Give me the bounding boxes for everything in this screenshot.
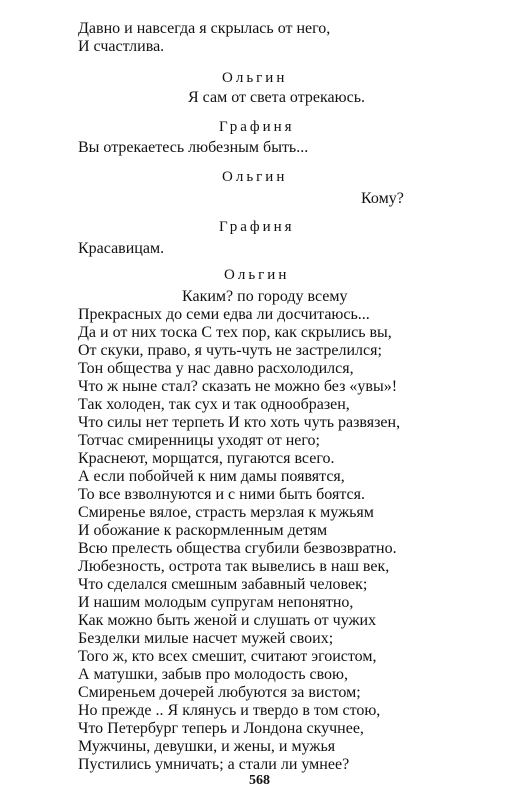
verse-line: И обожание к раскормленным детям (78, 522, 328, 539)
verse-line: И счастлива. (78, 38, 165, 55)
verse-line: Как можно быть женой и слушать от чужих (78, 612, 377, 629)
verse-line: И нашим молодым супругам непонятно, (78, 594, 354, 611)
speaker-name: Графиня (219, 119, 295, 135)
verse-line: Что Петербург теперь и Лондона скучнее, (78, 720, 364, 737)
verse-line: Того ж, кто всех смешит, считают эгоистом, (78, 648, 377, 665)
verse-line: Давно и навсегда я скрылась от него, (78, 20, 331, 37)
verse-line: Что сделался смешным забавный человек; (78, 576, 368, 593)
verse-line: Смиренье вялое, страсть мерзлая к мужьям (78, 504, 374, 521)
verse-line: Что ж ныне стал? сказать не можно без «увы»! (78, 378, 398, 395)
verse-line: Что силы нет терпеть И кто хоть чуть развязен, (78, 414, 401, 431)
speaker-name: Ольгин (222, 169, 288, 185)
verse-line: Вы отрекаетесь любезным быть... (78, 139, 309, 156)
verse-line: Смиреньем дочерей любуются за вистом; (78, 684, 361, 701)
verse-line: То все взволнуются и с ними быть боятся. (78, 486, 365, 503)
page-number: 568 (249, 773, 270, 788)
verse-line: Да и от них тоска С тех пор, как скрылись вы, (78, 324, 392, 341)
verse-line: Пустились умничать; а стали ли умнее? (78, 756, 350, 773)
verse-line: Красавицам. (78, 240, 165, 257)
verse-line: От скуки, право, я чуть-чуть не застрелился; (78, 342, 382, 359)
verse-line: Но прежде .. Я клянусь и твердо в том стою, (78, 702, 381, 719)
speaker-name: Ольгин (222, 70, 288, 86)
verse-line: Любезность, острота так вывелись в наш век, (78, 558, 390, 575)
verse-line: Прекрасных до семи едва ли досчитаюсь... (78, 306, 370, 323)
verse-line: Каким? по городу всему (182, 288, 348, 305)
speaker-name: Ольгин (224, 267, 290, 283)
verse-line: Тон общества у нас давно расхолодился, (78, 360, 354, 377)
verse-line: А если побойчей к ним дамы появятся, (78, 468, 345, 485)
verse-line: Кому? (361, 190, 404, 207)
verse-line: Так холоден, так сух и так однообразен, (78, 396, 350, 413)
verse-line: Краснеют, морщатся, пугаются всего. (78, 450, 335, 467)
verse-line: Тотчас смиренницы уходят от него; (78, 432, 320, 449)
verse-line: Мужчины, девушки, и жены, и мужья (78, 738, 336, 755)
verse-line: Безделки милые насчет мужей своих; (78, 630, 334, 647)
verse-line: Всю прелесть общества сгубили безвозвратно. (78, 540, 397, 557)
verse-line: А матушки, забыв про молодость свою, (78, 666, 348, 683)
speaker-name: Графиня (219, 219, 295, 235)
verse-line: Я сам от света отрекаюсь. (188, 89, 365, 106)
